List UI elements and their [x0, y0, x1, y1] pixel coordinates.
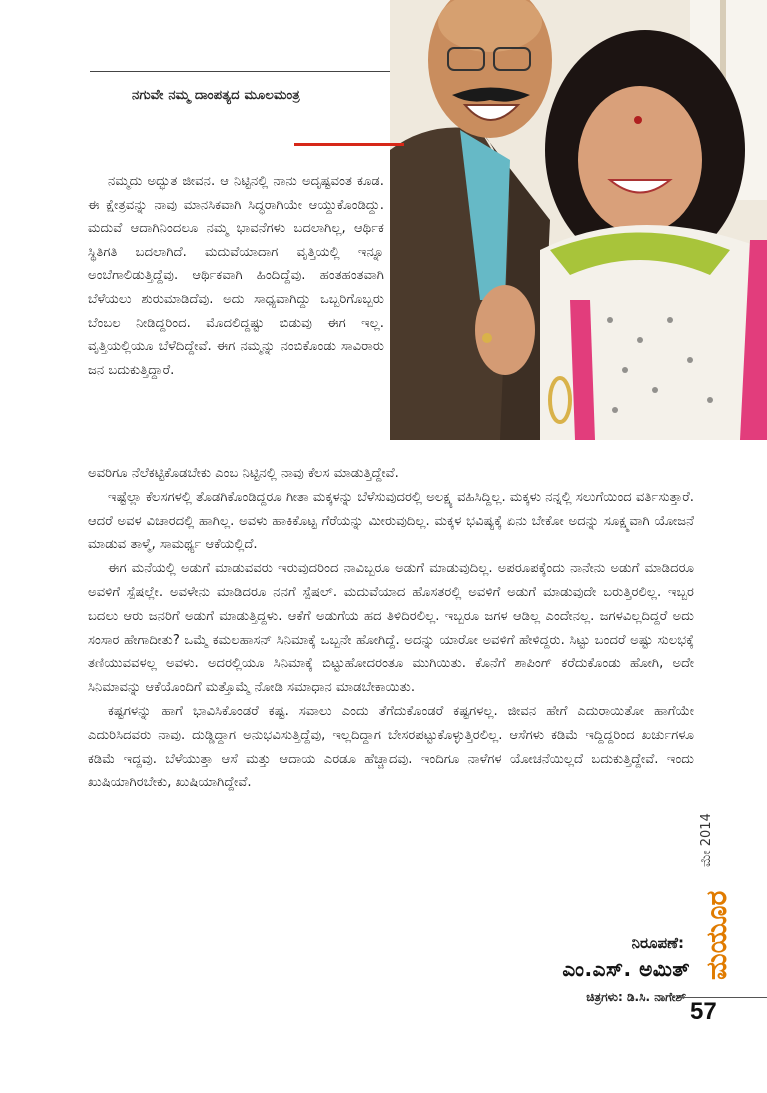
caption-rule	[90, 71, 390, 72]
couple-photo	[390, 0, 767, 440]
magazine-masthead: ಮಯೂರ	[700, 890, 733, 980]
column-paragraph: ನಮ್ಮದು ಅದ್ಭುತ ಜೀವನ. ಆ ನಿಟ್ಟಿನಲ್ಲಿ ನಾನು ಅದೃಷ್ಟವಂತ ಕೂಡ. ಈ ಕ್ಷೇತ್ರವನ್ನು ನಾವು ಮಾನಸಿಕವಾಗಿ ಸಿದ್ಧರಾಗಿಯೇ ಆಯ್ದುಕೊಂಡಿದ್ದು. ಮದುವೆ ಆದಾಗಿನಿಂದಲೂ ನಮ್ಮ ಭಾವನೆಗಳು ಬದಲಾಗಿಲ್ಲ, ಆರ್ಥಿಕ ಸ್ಥಿತಿಗತಿ ಬದಲಾಗಿದೆ. ಮದುವೆಯಾದಾಗ ವೃತ್ತಿಯಲ್ಲಿ ಇನ್ನೂ ಅಂಬೆಗಾಲಿಡುತ್ತಿದ್ದೆವು. ಆರ್ಥಿಕವಾಗಿ ಹಿಂದಿದ್ದೆವು. ಹಂತಹಂತವಾಗಿ ಬೆಳೆಯಲು ಶುರುಮಾಡಿದೆವು. ಅದು ಸಾಧ್ಯವಾಗಿದ್ದು ಒಬ್ಬರಿಗೊಬ್ಬರು ಬೆಂಬಲ ನೀಡಿದ್ದರಿಂದ. ಮೊದಲಿದ್ದಷ್ಟು ಬಿಡುವು ಈಗ ಇಲ್ಲ. ವೃತ್ತಿಯಲ್ಲಿಯೂ ಬೆಳೆದಿದ್ದೇವೆ. ಈಗ ನಮ್ಮನ್ನು ನಂಬಿಕೊಂಡು ಸಾವಿರಾರು ಜನ ಬದುಕುತ್ತಿದ್ದಾರೆ.	[88, 174, 384, 378]
narrow-column-text	[88, 170, 384, 382]
paragraph: ಅವರಿಗೂ ನೆಲೆಕಟ್ಟಿಕೊಡಬೇಕು ಎಂಬ ನಿಟ್ಟಿನಲ್ಲಿ ನಾವು ಕೆಲಸ ಮಾಡುತ್ತಿದ್ದೇವೆ.	[88, 466, 399, 481]
accent-bar	[294, 143, 404, 146]
byline-author: ಎಂ.ಎಸ್. ಅಮಿತ್	[562, 957, 690, 981]
byline-label: ನಿರೂಪಣೆ:	[631, 934, 684, 952]
paragraph: ಇಷ್ಟೆಲ್ಲಾ ಕೆಲಸಗಳಲ್ಲಿ ತೊಡಗಿಕೊಂಡಿದ್ದರೂ ಗೀತಾ ಮಕ್ಕಳನ್ನು ಬೆಳೆಸುವುದರಲ್ಲಿ ಅಲಕ್ಷ್ಯ ವಹಿಸಿದ್ದಿಲ್ಲ. ಮಕ್ಕಳು ನನ್ನಲ್ಲಿ ಸಲುಗೆಯಿಂದ ವರ್ತಿಸುತ್ತಾರೆ. ಆದರೆ ಅವಳ ವಿಚಾರದಲ್ಲಿ ಹಾಗಿಲ್ಲ. ಅವಳು ಹಾಕಿಕೊಟ್ಟ ಗೆರೆಯನ್ನು ಮೀರುವುದಿಲ್ಲ. ಮಕ್ಕಳ ಭವಿಷ್ಯಕ್ಕೆ ಏನು ಬೇಕೋ ಅದನ್ನು ಸೂಕ್ಷ್ಮವಾಗಿ ಯೋಜನೆ ಮಾಡುವ ತಾಳ್ಮೆ, ಸಾಮರ್ಥ್ಯ ಆಕೆಯಲ್ಲಿದೆ.	[88, 489, 694, 553]
full-width-text	[88, 462, 694, 795]
paragraph: ಕಷ್ಟಗಳನ್ನು ಹಾಗೆ ಭಾವಿಸಿಕೊಂಡರೆ ಕಷ್ಟ. ಸವಾಲು ಎಂದು ತೆಗೆದುಕೊಂಡರೆ ಕಷ್ಟಗಳಲ್ಲ. ಜೀವನ ಹೇಗೆ ಎದುರಾಯಿತೋ ಹಾಗೆಯೇ ಎದುರಿಸಿದವರು ನಾವು. ದುಡ್ಡಿದ್ದಾಗ ಅನುಭವಿಸುತ್ತಿದ್ದೆವು, ಇಲ್ಲದಿದ್ದಾಗ ಬೇಸರಪಟ್ಟುಕೊಳ್ಳುತ್ತಿರಲಿಲ್ಲ. ಆಸೆಗಳು ಕಡಿಮೆ ಇದ್ದಿದ್ದರಿಂದ ಖರ್ಚುಗಳೂ ಕಡಿಮೆ ಇದ್ದವು. ಬೆಳೆಯುತ್ತಾ ಆಸೆ ಮತ್ತು ಆದಾಯ ಎರಡೂ ಹೆಚ್ಚಾದವು. ಇಂದಿಗೂ ನಾಳೆಗಳ ಯೋಚನೆಯಿಲ್ಲದೆ ಬದುಕುತ್ತಿದ್ದೇವೆ. ಇಂದು ಖುಷಿಯಾಗಿರಬೇಕು, ಖುಷಿಯಾಗಿದ್ದೇವೆ.	[88, 703, 694, 791]
photo-caption: ನಗುವೇ ನಮ್ಮ ದಾಂಪತ್ಯದ ಮೂಲಮಂತ್ರ	[132, 88, 300, 103]
magazine-sidebar	[695, 810, 739, 995]
couple-photo-illustration	[390, 0, 767, 440]
paragraph: ಈಗ ಮನೆಯಲ್ಲಿ ಅಡುಗೆ ಮಾಡುವವರು ಇರುವುದರಿಂದ ನಾವಿಬ್ಬರೂ ಅಡುಗೆ ಮಾಡುವುದಿಲ್ಲ. ಅಪರೂಪಕ್ಕೆಂದು ನಾನೇನು ಅಡುಗೆ ಮಾಡಿದರೂ ಅವಳಿಗೆ ಸ್ಪೆಷಲ್ಲೇ. ಅವಳೇನು ಮಾಡಿದರೂ ನನಗೆ ಸ್ಪೆಷಲ್. ಮದುವೆಯಾದ ಹೊಸತರಲ್ಲಿ ಅವಳಿಗೆ ಅಡುಗೆ ಮಾಡುವುದೇ ಬರುತ್ತಿರಲಿಲ್ಲ. ಇಬ್ಬರ ಬದಲು ಆರು ಜನರಿಗೆ ಅಡುಗೆ ಮಾಡುತ್ತಿದ್ದಳು. ಆಕೆಗೆ ಅಡುಗೆಯ ಹದ ತಿಳಿದಿರಲಿಲ್ಲ. ಇಬ್ಬರೂ ಜಗಳ ಆಡಿಲ್ಲ ಎಂದೇನಲ್ಲ. ಜಗಳವಿಲ್ಲದಿದ್ದರೆ ಅದು ಸಂಸಾರ ಹೇಗಾದೀತು? ಒಮ್ಮೆ ಕಮಲಹಾಸನ್ ಸಿನಿಮಾಕ್ಕೆ ಒಬ್ಬನೇ ಹೋಗಿದ್ದೆ. ಅದನ್ನು ಯಾರೋ ಅವಳಿಗೆ ಹೇಳಿದ್ದರು. ಸಿಟ್ಟು ಬಂದರೆ ಅಷ್ಟು ಸುಲಭಕ್ಕೆ ತಣಿಯುವವಳಲ್ಲ ಅವಳು. ಅದರಲ್ಲಿಯೂ ಸಿನಿಮಾಕ್ಕೆ ಬಿಟ್ಟುಹೋದರಂತೂ ಮುಗಿಯಿತು. ಕೊನೆಗೆ ಶಾಪಿಂಗ್ ಕರೆದುಕೊಂಡು ಹೋಗಿ, ಅದೇ ಸಿನಿಮಾವನ್ನು ಆಕೆಯೊಂದಿಗೆ ಮತ್ತೊಮ್ಮೆ ನೋಡಿ ಸಮಾಧಾನ ಮಾಡಬೇಕಾಯಿತು.	[88, 561, 694, 696]
photo-credit: ಚಿತ್ರಗಳು: ಡಿ.ಸಿ. ನಾಗೇಶ್	[586, 990, 686, 1004]
issue-month: ಮೇ 2014	[699, 813, 714, 867]
page-number: 57	[690, 998, 717, 1025]
